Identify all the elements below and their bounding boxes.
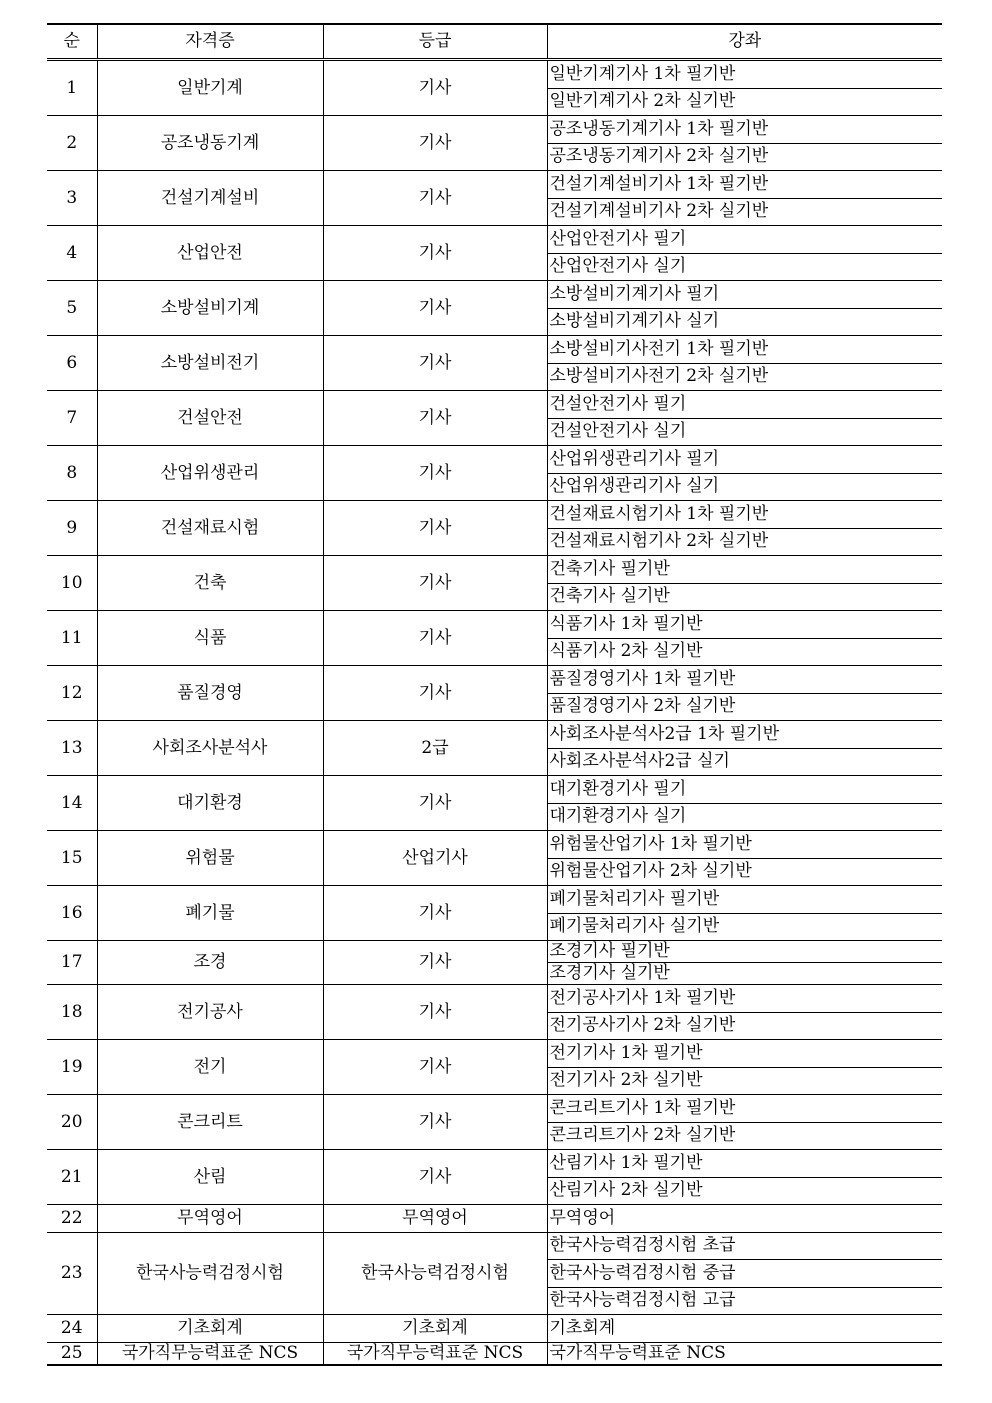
row-number: 19 bbox=[47, 1040, 97, 1095]
certificate-name: 전기 bbox=[97, 1040, 323, 1095]
certificate-name: 한국사능력검정시험 bbox=[97, 1232, 323, 1315]
table-row bbox=[47, 1095, 942, 1123]
table-row bbox=[47, 336, 942, 364]
course-cell: 산업위생관리기사 실기 bbox=[547, 473, 942, 501]
certificate-name: 건설기계설비 bbox=[97, 171, 323, 226]
certificate-name: 산림 bbox=[97, 1150, 323, 1205]
table-row bbox=[47, 1315, 942, 1343]
table-row bbox=[47, 776, 942, 804]
header-course: 강좌 bbox=[547, 24, 942, 60]
course-cell: 건설재료시험기사 1차 필기반 bbox=[547, 501, 942, 529]
table-row bbox=[47, 721, 942, 749]
table-row bbox=[47, 556, 942, 584]
table-row bbox=[47, 1342, 942, 1365]
course-cell: 위험물산업기사 1차 필기반 bbox=[547, 831, 942, 859]
grade-cell: 기사 bbox=[323, 886, 547, 941]
certificate-name: 소방설비전기 bbox=[97, 336, 323, 391]
row-number: 7 bbox=[47, 391, 97, 446]
grade-cell: 기초회계 bbox=[323, 1315, 547, 1343]
header-number: 순 bbox=[47, 24, 97, 60]
table-row bbox=[47, 281, 942, 309]
grade-cell: 한국사능력검정시험 bbox=[323, 1232, 547, 1315]
certificate-name: 무역영어 bbox=[97, 1205, 323, 1233]
certificate-name: 국가직무능력표준 NCS bbox=[97, 1342, 323, 1365]
course-cell: 소방설비기계기사 필기 bbox=[547, 281, 942, 309]
certificate-name: 산업위생관리 bbox=[97, 446, 323, 501]
grade-cell: 기사 bbox=[323, 60, 547, 116]
course-cell: 전기기사 1차 필기반 bbox=[547, 1040, 942, 1068]
row-number: 11 bbox=[47, 611, 97, 666]
grade-cell: 기사 bbox=[323, 556, 547, 611]
course-cell: 소방설비기사전기 2차 실기반 bbox=[547, 363, 942, 391]
course-cell: 기초회계 bbox=[547, 1315, 942, 1343]
grade-cell: 기사 bbox=[323, 1095, 547, 1150]
row-number: 10 bbox=[47, 556, 97, 611]
grade-cell: 기사 bbox=[323, 985, 547, 1040]
row-number: 21 bbox=[47, 1150, 97, 1205]
table-row bbox=[47, 611, 942, 639]
grade-cell: 기사 bbox=[323, 611, 547, 666]
course-cell: 전기기사 2차 실기반 bbox=[547, 1067, 942, 1095]
grade-cell: 기사 bbox=[323, 501, 547, 556]
certificate-table bbox=[47, 23, 942, 1366]
table-row bbox=[47, 116, 942, 144]
row-number: 18 bbox=[47, 985, 97, 1040]
row-number: 1 bbox=[47, 60, 97, 116]
course-cell: 폐기물처리기사 실기반 bbox=[547, 913, 942, 941]
certificate-name: 폐기물 bbox=[97, 886, 323, 941]
row-number: 6 bbox=[47, 336, 97, 391]
course-cell: 산업안전기사 필기 bbox=[547, 226, 942, 254]
course-cell: 건설기계설비기사 2차 실기반 bbox=[547, 198, 942, 226]
row-number: 16 bbox=[47, 886, 97, 941]
certificate-name: 산업안전 bbox=[97, 226, 323, 281]
row-number: 4 bbox=[47, 226, 97, 281]
row-number: 15 bbox=[47, 831, 97, 886]
row-number: 23 bbox=[47, 1232, 97, 1315]
course-cell: 조경기사 실기반 bbox=[547, 963, 942, 985]
grade-cell: 2급 bbox=[323, 721, 547, 776]
header-row bbox=[47, 24, 942, 60]
row-number: 25 bbox=[47, 1342, 97, 1365]
course-cell: 건설기계설비기사 1차 필기반 bbox=[547, 171, 942, 199]
certificate-name: 품질경영 bbox=[97, 666, 323, 721]
table-row bbox=[47, 60, 942, 89]
course-cell: 대기환경기사 실기 bbox=[547, 803, 942, 831]
course-cell: 소방설비기사전기 1차 필기반 bbox=[547, 336, 942, 364]
certificate-name: 위험물 bbox=[97, 831, 323, 886]
grade-cell: 무역영어 bbox=[323, 1205, 547, 1233]
course-cell: 국가직무능력표준 NCS bbox=[547, 1342, 942, 1365]
course-cell: 무역영어 bbox=[547, 1205, 942, 1233]
table-row bbox=[47, 391, 942, 419]
certificate-name: 소방설비기계 bbox=[97, 281, 323, 336]
row-number: 12 bbox=[47, 666, 97, 721]
course-cell: 품질경영기사 1차 필기반 bbox=[547, 666, 942, 694]
certificate-name: 기초회계 bbox=[97, 1315, 323, 1343]
course-cell: 전기공사기사 2차 실기반 bbox=[547, 1012, 942, 1040]
grade-cell: 기사 bbox=[323, 941, 547, 985]
certificate-name: 건설재료시험 bbox=[97, 501, 323, 556]
table-row bbox=[47, 941, 942, 963]
course-cell: 식품기사 1차 필기반 bbox=[547, 611, 942, 639]
table-row bbox=[47, 226, 942, 254]
certificate-name: 공조냉동기계 bbox=[97, 116, 323, 171]
table-row bbox=[47, 886, 942, 914]
course-cell: 한국사능력검정시험 초급 bbox=[547, 1232, 942, 1260]
course-cell: 건축기사 실기반 bbox=[547, 583, 942, 611]
certificate-name: 대기환경 bbox=[97, 776, 323, 831]
course-cell: 산림기사 2차 실기반 bbox=[547, 1177, 942, 1205]
grade-cell: 기사 bbox=[323, 171, 547, 226]
grade-cell: 기사 bbox=[323, 281, 547, 336]
course-cell: 산업위생관리기사 필기 bbox=[547, 446, 942, 474]
table-row bbox=[47, 666, 942, 694]
course-cell: 사회조사분석사2급 실기 bbox=[547, 748, 942, 776]
grade-cell: 기사 bbox=[323, 1040, 547, 1095]
table-row bbox=[47, 1232, 942, 1260]
grade-cell: 기사 bbox=[323, 666, 547, 721]
course-cell: 공조냉동기계기사 2차 실기반 bbox=[547, 143, 942, 171]
row-number: 2 bbox=[47, 116, 97, 171]
course-cell: 공조냉동기계기사 1차 필기반 bbox=[547, 116, 942, 144]
grade-cell: 기사 bbox=[323, 391, 547, 446]
course-cell: 한국사능력검정시험 중급 bbox=[547, 1260, 942, 1288]
course-cell: 건설안전기사 필기 bbox=[547, 391, 942, 419]
certificate-name: 건축 bbox=[97, 556, 323, 611]
certificate-name: 사회조사분석사 bbox=[97, 721, 323, 776]
course-cell: 산림기사 1차 필기반 bbox=[547, 1150, 942, 1178]
grade-cell: 국가직무능력표준 NCS bbox=[323, 1342, 547, 1365]
table-row bbox=[47, 985, 942, 1013]
certificate-name: 조경 bbox=[97, 941, 323, 985]
certificate-name: 전기공사 bbox=[97, 985, 323, 1040]
header-certificate: 자격증 bbox=[97, 24, 323, 60]
table-row bbox=[47, 171, 942, 199]
table-row bbox=[47, 831, 942, 859]
course-cell: 품질경영기사 2차 실기반 bbox=[547, 693, 942, 721]
certificate-name: 콘크리트 bbox=[97, 1095, 323, 1150]
course-cell: 조경기사 필기반 bbox=[547, 941, 942, 963]
grade-cell: 기사 bbox=[323, 116, 547, 171]
table-row bbox=[47, 446, 942, 474]
course-cell: 위험물산업기사 2차 실기반 bbox=[547, 858, 942, 886]
grade-cell: 기사 bbox=[323, 776, 547, 831]
row-number: 9 bbox=[47, 501, 97, 556]
table-row bbox=[47, 1205, 942, 1233]
row-number: 22 bbox=[47, 1205, 97, 1233]
header-grade: 등급 bbox=[323, 24, 547, 60]
course-cell: 전기공사기사 1차 필기반 bbox=[547, 985, 942, 1013]
certificate-name: 식품 bbox=[97, 611, 323, 666]
course-cell: 콘크리트기사 2차 실기반 bbox=[547, 1122, 942, 1150]
course-cell: 건설재료시험기사 2차 실기반 bbox=[547, 528, 942, 556]
course-cell: 일반기계기사 1차 필기반 bbox=[547, 60, 942, 89]
course-cell: 소방설비기계기사 실기 bbox=[547, 308, 942, 336]
course-cell: 폐기물처리기사 필기반 bbox=[547, 886, 942, 914]
row-number: 8 bbox=[47, 446, 97, 501]
grade-cell: 기사 bbox=[323, 226, 547, 281]
course-cell: 사회조사분석사2급 1차 필기반 bbox=[547, 721, 942, 749]
course-cell: 일반기계기사 2차 실기반 bbox=[547, 88, 942, 116]
grade-cell: 기사 bbox=[323, 1150, 547, 1205]
grade-cell: 산업기사 bbox=[323, 831, 547, 886]
table-body bbox=[47, 60, 942, 1365]
course-cell: 건축기사 필기반 bbox=[547, 556, 942, 584]
row-number: 5 bbox=[47, 281, 97, 336]
row-number: 17 bbox=[47, 941, 97, 985]
table-row bbox=[47, 501, 942, 529]
row-number: 13 bbox=[47, 721, 97, 776]
table-row bbox=[47, 1040, 942, 1068]
course-cell: 산업안전기사 실기 bbox=[547, 253, 942, 281]
course-cell: 대기환경기사 필기 bbox=[547, 776, 942, 804]
certificate-name: 일반기계 bbox=[97, 60, 323, 116]
certificate-name: 건설안전 bbox=[97, 391, 323, 446]
grade-cell: 기사 bbox=[323, 446, 547, 501]
table-row bbox=[47, 1150, 942, 1178]
grade-cell: 기사 bbox=[323, 336, 547, 391]
course-cell: 한국사능력검정시험 고급 bbox=[547, 1287, 942, 1315]
course-cell: 콘크리트기사 1차 필기반 bbox=[547, 1095, 942, 1123]
row-number: 14 bbox=[47, 776, 97, 831]
row-number: 24 bbox=[47, 1315, 97, 1343]
row-number: 20 bbox=[47, 1095, 97, 1150]
row-number: 3 bbox=[47, 171, 97, 226]
course-cell: 건설안전기사 실기 bbox=[547, 418, 942, 446]
course-cell: 식품기사 2차 실기반 bbox=[547, 638, 942, 666]
